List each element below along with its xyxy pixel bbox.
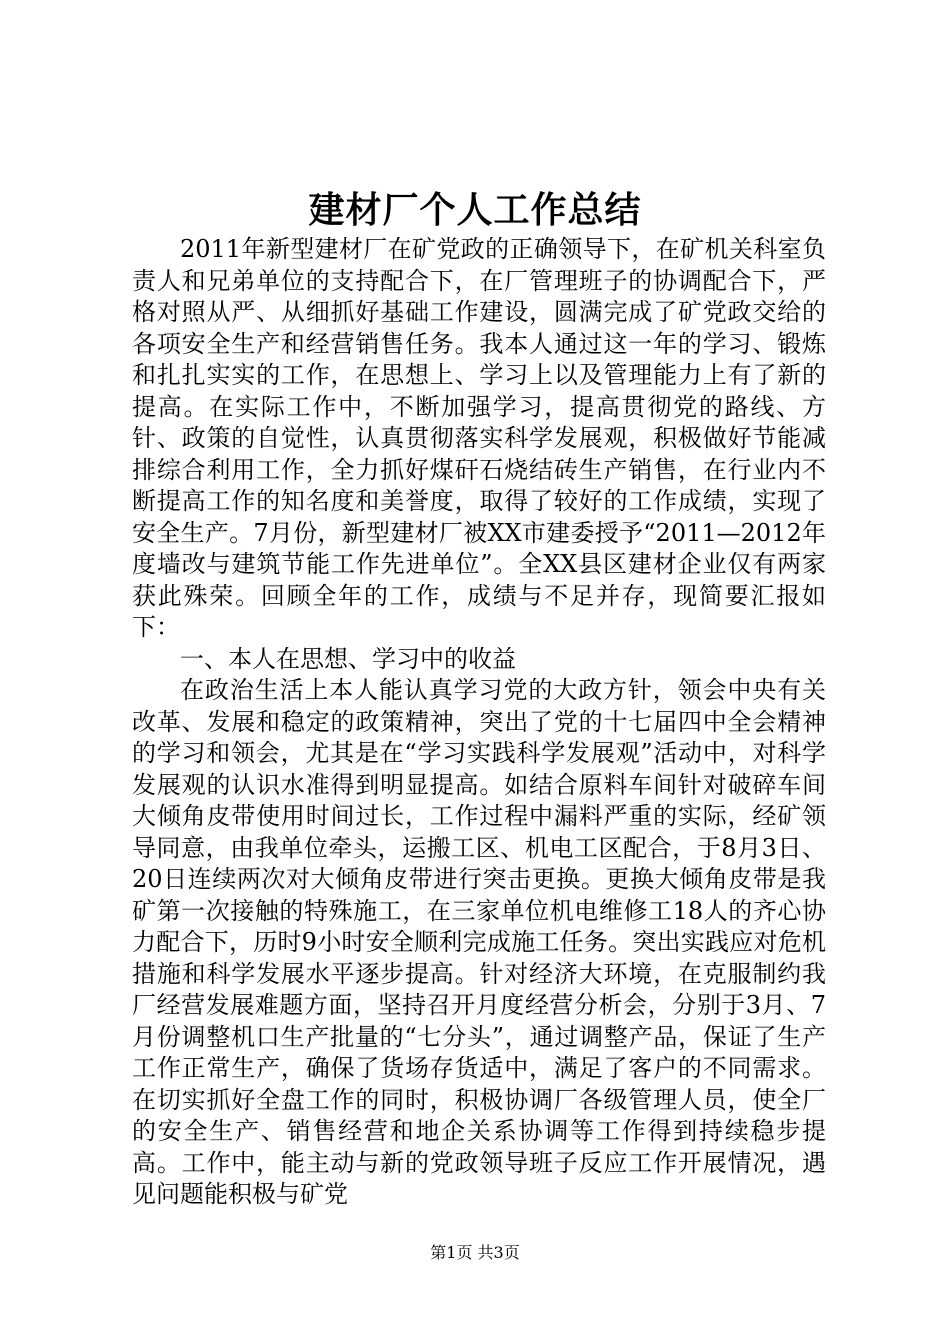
- document-title: 建材厂个人工作总结: [308, 189, 642, 231]
- paragraph-section-1: 在政治生活上本人能认真学习党的大政方针，领会中央有关改革、发展和稳定的政策精神，突出了党的十七届四中全会精神的学习和领会，尤其是在“学习实践科学发展观”活动中，对科学发展观的认识水准得到明显提高。如结合原料车间针对破碎车间大倾角皮带使用时间过长，工作过程中漏料严重的实际，经矿领导同意，由我单位牵头，运搬工区、机电工区配合，于8月3日、20日连续两次对大倾角皮带进行突击更换。更换大倾角皮带是我矿第一次接触的特殊施工，在三家单位机电维修工18人的齐心协力配合下，历时9小时安全顺利完成施工任务。突出实践应对危机措施和科学发展水平逐步提高。针对经济大环境，在克服制约我厂经营发展难题方面，坚持召开月度经营分析会，分别于3月、7月份调整机口生产批量的“七分头”，通过调整产品，保证了生产工作正常生产，确保了货场存货适中，满足了客户的不同需求。在切实抓好全盘工作的同时，积极协调厂各级管理人员，使全厂的安全生产、销售经营和地企关系协调等工作得到持续稳步提高。工作中，能主动与新的党政领导班子反应工作开展情况，遇见问题能积极与矿党: [132, 676, 826, 1208]
- paragraph-intro: 2011年新型建材厂在矿党政的正确领导下，在矿机关科室负责人和兄弟单位的支持配合下，在厂管理班子的协调配合下，严格对照从严、从细抓好基础工作建设，圆满完成了矿党政交给的各项安全生产和经营销售任务。我本人通过这一年的学习、锻炼和扎扎实实的工作，在思想上、学习上以及管理能力上有了新的提高。在实际工作中，不断加强学习，提高贯彻党的路线、方针、政策的自觉性，认真贯彻落实科学发展观，积极做好节能减排综合利用工作，全力抓好煤矸石烧结砖生产销售，在行业内不断提高工作的知名度和美誉度，取得了较好的工作成绩，实现了安全生产。7月份，新型建材厂被XX市建委授予“2011—2012年度墙改与建筑节能工作先进单位”。全XX县区建材企业仅有两家获此殊荣。回顾全年的工作，成绩与不足并存，现简要汇报如下：: [132, 235, 826, 641]
- section-heading-1: 一、本人在思想、学习中的收益: [180, 644, 516, 673]
- document-body: [132, 234, 826, 1211]
- page-number-footer: 第1页 共3页: [430, 1243, 520, 1262]
